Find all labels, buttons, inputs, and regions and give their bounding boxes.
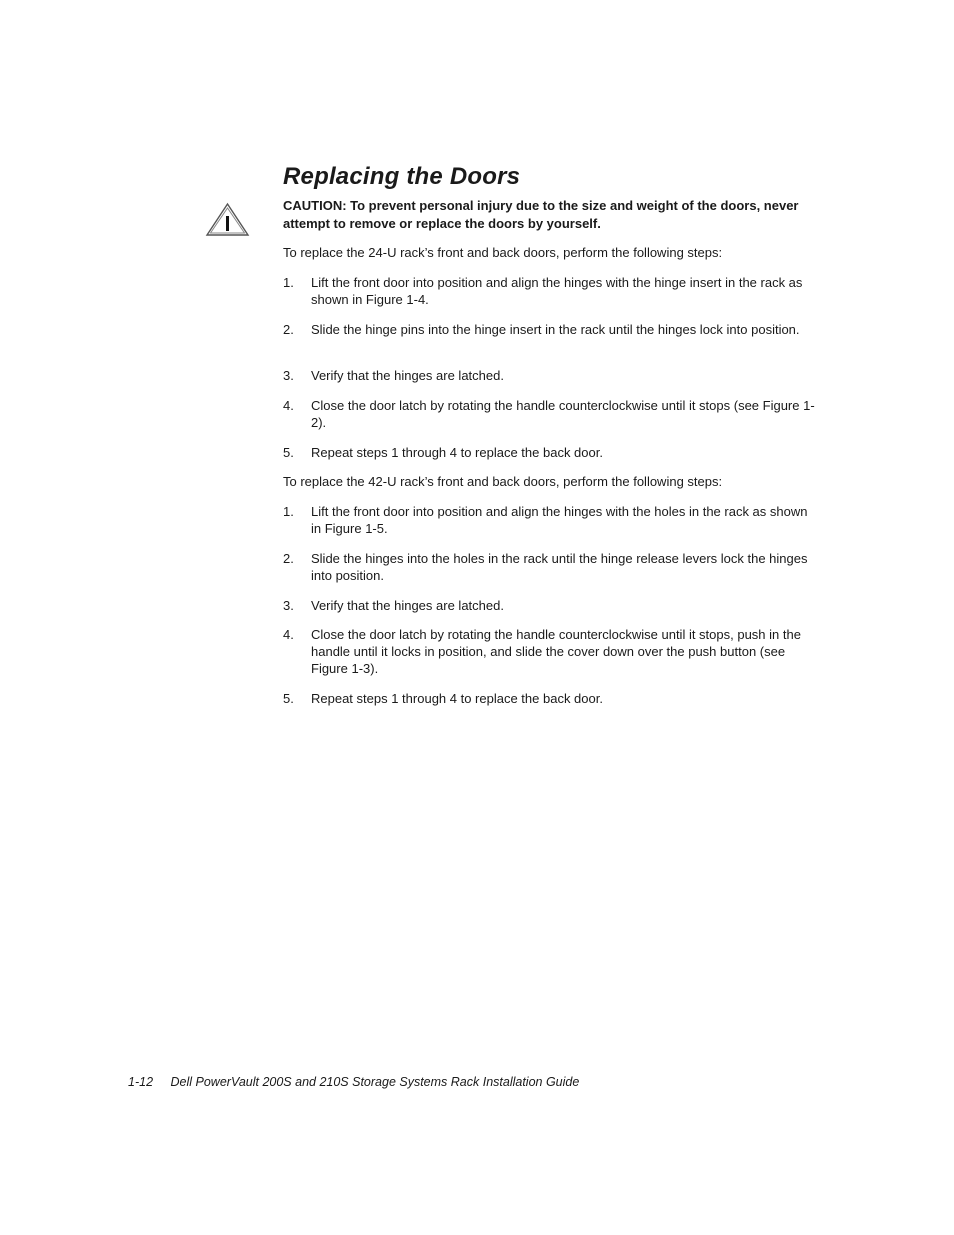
steps-42u xyxy=(283,690,818,707)
step-text: Repeat steps 1 through 4 to replace the back door. xyxy=(311,691,603,706)
procedure-42u xyxy=(283,473,818,490)
step-text: Close the door latch by rotating the handle counterclockwise until it stops (see Figure 1-2). xyxy=(311,398,815,430)
step-item xyxy=(283,626,818,677)
step-item xyxy=(283,503,818,537)
caution-text: CAUTION: To prevent personal injury due to the size and weight of the doors, never attempt to remove or replace the doors by yourself. xyxy=(283,198,799,231)
step-item xyxy=(283,597,818,614)
step-number: 5. xyxy=(283,445,294,460)
caution-triangle-icon xyxy=(205,202,250,237)
step-text: Lift the front door into position and align the hinges with the holes in the rack as shown in Figure 1-5. xyxy=(311,504,808,536)
steps-42u xyxy=(283,597,818,614)
step-text: Lift the front door into position and align the hinges with the hinge insert in the rack as shown in Figure 1-4. xyxy=(311,275,803,307)
steps-24u xyxy=(283,444,818,461)
step-text: Verify that the hinges are latched. xyxy=(311,368,504,383)
step-text: Verify that the hinges are latched. xyxy=(311,598,504,613)
step-text: Close the door latch by rotating the handle counterclockwise until it stops, push in the handle until it locks in position, and slide the cover down over the push button (see Figure 1-3). xyxy=(311,627,801,676)
step-text: Slide the hinge pins into the hinge insert in the rack until the hinges lock into position. xyxy=(311,322,800,337)
step-number: 1. xyxy=(283,504,294,519)
step-item xyxy=(283,274,818,308)
steps-24u xyxy=(283,274,818,308)
step-item xyxy=(283,444,818,461)
step-item xyxy=(283,321,818,338)
step-item xyxy=(283,550,818,584)
step-number: 2. xyxy=(283,322,294,337)
steps-24u xyxy=(283,367,818,384)
step-text: Repeat steps 1 through 4 to replace the back door. xyxy=(311,445,603,460)
steps-42u xyxy=(283,550,818,584)
page-number: 1-12 xyxy=(128,1075,154,1089)
procedure-24u xyxy=(283,244,818,261)
step-number: 4. xyxy=(283,398,294,413)
step-number: 1. xyxy=(283,275,294,290)
section-title: Replacing the Doors xyxy=(283,163,521,190)
steps-42u xyxy=(283,503,818,537)
steps-24u xyxy=(283,397,818,431)
step-text: Slide the hinges into the holes in the rack until the hinge release levers lock the hinges into position. xyxy=(311,551,808,583)
step-number: 3. xyxy=(283,598,294,613)
steps-24u xyxy=(283,321,818,338)
page-footer xyxy=(128,1073,579,1091)
step-item xyxy=(283,367,818,384)
step-number: 4. xyxy=(283,627,294,642)
step-number: 5. xyxy=(283,691,294,706)
step-number: 2. xyxy=(283,551,294,566)
step-number: 3. xyxy=(283,368,294,383)
step-item xyxy=(283,690,818,707)
step-item xyxy=(283,397,818,431)
procedure-intro: To replace the 24-U rack’s front and back doors, perform the following steps: xyxy=(283,245,723,260)
guide-title: Dell PowerVault 200S and 210S Storage Systems Rack Installation Guide xyxy=(170,1075,580,1089)
procedure-intro: To replace the 42-U rack’s front and back doors, perform the following steps: xyxy=(283,474,723,489)
steps-42u xyxy=(283,626,818,677)
